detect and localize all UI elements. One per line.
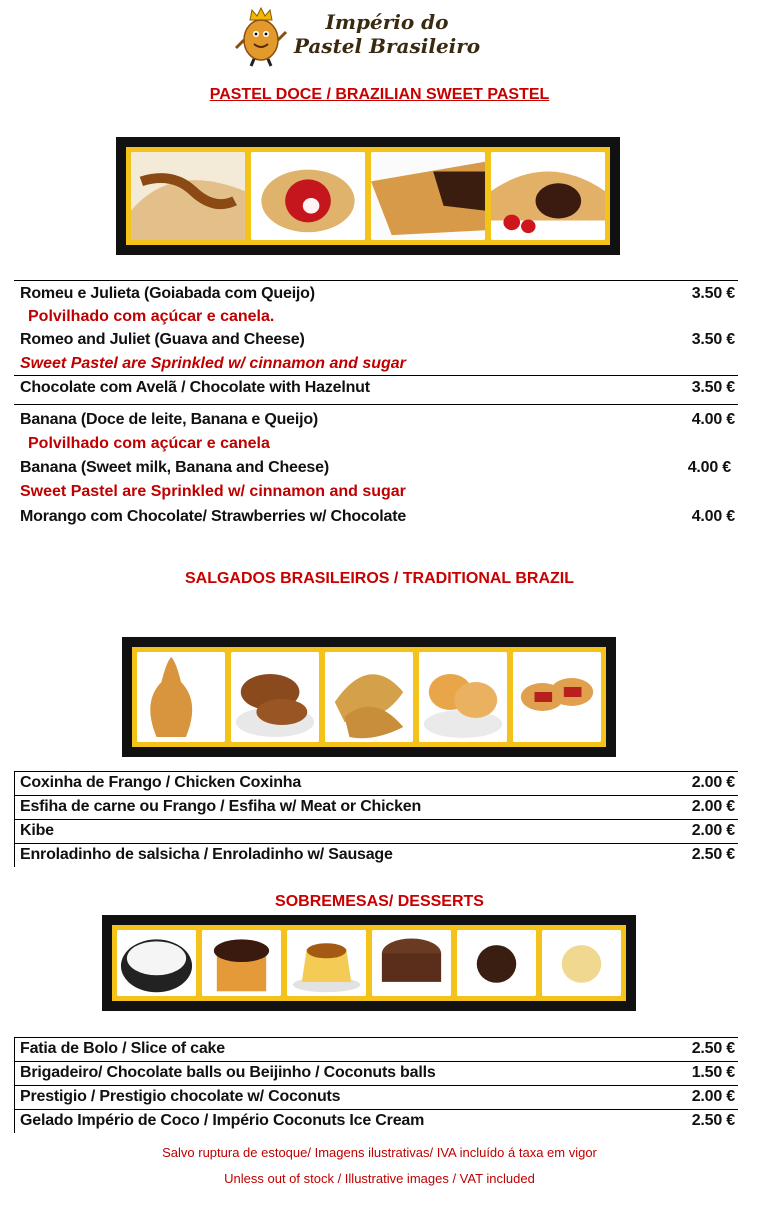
item-price: 2.00 € bbox=[691, 798, 735, 815]
photo-esfiha bbox=[325, 652, 413, 742]
photo-coconut-cake bbox=[117, 930, 196, 996]
item-name: Coxinha de Frango / Chicken Coxinha bbox=[20, 774, 302, 791]
divider bbox=[14, 404, 738, 405]
table-row bbox=[20, 1109, 735, 1133]
photo-chocolate-cake bbox=[202, 930, 281, 996]
item-price: 2.00 € bbox=[691, 822, 735, 839]
photo-pastel-guava bbox=[251, 152, 365, 240]
item-name: Brigadeiro/ Chocolate balls ou Beijinho / Coconuts balls bbox=[20, 1064, 436, 1081]
logo-line2: Pastel Brasileiro bbox=[293, 34, 481, 58]
sweet-note-en: Sweet Pastel are Sprinkled w/ cinnamon and sugar bbox=[20, 355, 406, 372]
item-price: 3.50 € bbox=[691, 379, 735, 396]
photo-bread-rolls bbox=[419, 652, 507, 742]
photo-chocolate-slice bbox=[372, 930, 451, 996]
item-name: Romeu e Julieta (Goiabada com Queijo) bbox=[20, 285, 315, 302]
item-price: 2.00 € bbox=[691, 1088, 735, 1105]
photo-pastel-strawberry bbox=[491, 152, 605, 240]
menu-item bbox=[20, 408, 735, 432]
footer-disclaimer-pt: Salvo ruptura de estoque/ Imagens ilustrativas/ IVA incluído á taxa em vigor bbox=[162, 1145, 597, 1160]
item-name: Kibe bbox=[20, 822, 54, 839]
table-row bbox=[20, 771, 735, 795]
menu-item bbox=[20, 505, 735, 529]
photo-enroladinho bbox=[513, 652, 601, 742]
table-row bbox=[20, 819, 735, 843]
item-name: Enroladinho de salsicha / Enroladinho w/ Sausage bbox=[20, 846, 393, 863]
photo-pastel-doce-leite bbox=[131, 152, 245, 240]
menu-item bbox=[20, 456, 735, 480]
logo-mascot bbox=[232, 6, 290, 68]
sweet-photo-strip bbox=[116, 137, 620, 255]
item-price: 2.50 € bbox=[691, 1112, 735, 1129]
divider bbox=[14, 280, 738, 281]
item-price: 1.50 € bbox=[691, 1064, 735, 1081]
photo-pastel-chocolate bbox=[371, 152, 485, 240]
item-price: 4.00 € bbox=[687, 459, 731, 476]
desserts-photo-strip bbox=[102, 915, 636, 1011]
photo-coxinha bbox=[137, 652, 225, 742]
photo-kibe bbox=[231, 652, 319, 742]
logo-line1: Império do bbox=[325, 10, 449, 34]
item-price: 4.00 € bbox=[691, 508, 735, 525]
photo-flan bbox=[287, 930, 366, 996]
table-row bbox=[20, 1037, 735, 1061]
footer-disclaimer-en: Unless out of stock / Illustrative images / VAT included bbox=[224, 1171, 535, 1186]
item-price: 2.00 € bbox=[691, 774, 735, 791]
sweet-note-pt: Polvilhado com açúcar e canela bbox=[28, 435, 270, 452]
menu-item bbox=[20, 328, 735, 352]
savory-photo-strip bbox=[122, 637, 616, 757]
photo-beijinho bbox=[542, 930, 621, 996]
savory-section-title: SALGADOS BRASILEIROS / TRADITIONAL BRAZIL bbox=[184, 570, 575, 587]
table-row bbox=[20, 795, 735, 819]
item-name: Banana (Doce de leite, Banana e Queijo) bbox=[20, 411, 319, 428]
item-name: Morango com Chocolate/ Strawberries w/ Chocolate bbox=[20, 508, 407, 525]
item-price: 2.50 € bbox=[691, 846, 735, 863]
sweet-note-pt: Polvilhado com açúcar e canela. bbox=[28, 308, 275, 325]
desserts-section-title: SOBREMESAS/ DESSERTS bbox=[275, 893, 484, 910]
menu-item bbox=[20, 376, 735, 400]
item-name: Prestigio / Prestigio chocolate w/ Coconuts bbox=[20, 1088, 341, 1105]
item-name: Romeo and Juliet (Guava and Cheese) bbox=[20, 331, 305, 348]
table-row bbox=[20, 1085, 735, 1109]
item-name: Banana (Sweet milk, Banana and Cheese) bbox=[20, 459, 329, 476]
sweet-section-title: PASTEL DOCE / BRAZILIAN SWEET PASTEL bbox=[209, 86, 550, 103]
item-name: Chocolate com Avelã / Chocolate with Hazelnut bbox=[20, 379, 370, 396]
photo-brigadeiro bbox=[457, 930, 536, 996]
item-price: 3.50 € bbox=[691, 331, 735, 348]
item-price: 3.50 € bbox=[691, 285, 735, 302]
sweet-note-en: Sweet Pastel are Sprinkled w/ cinnamon and sugar bbox=[20, 483, 406, 500]
menu-item bbox=[20, 282, 735, 306]
item-name: Gelado Império de Coco / Império Coconuts Ice Cream bbox=[20, 1112, 425, 1129]
item-name: Esfiha de carne ou Frango / Esfiha w/ Meat or Chicken bbox=[20, 798, 422, 815]
item-name: Fatia de Bolo / Slice of cake bbox=[20, 1040, 225, 1057]
table-row bbox=[20, 843, 735, 867]
table-row bbox=[20, 1061, 735, 1085]
item-price: 4.00 € bbox=[691, 411, 735, 428]
item-price: 2.50 € bbox=[691, 1040, 735, 1057]
logo-text bbox=[292, 10, 482, 58]
